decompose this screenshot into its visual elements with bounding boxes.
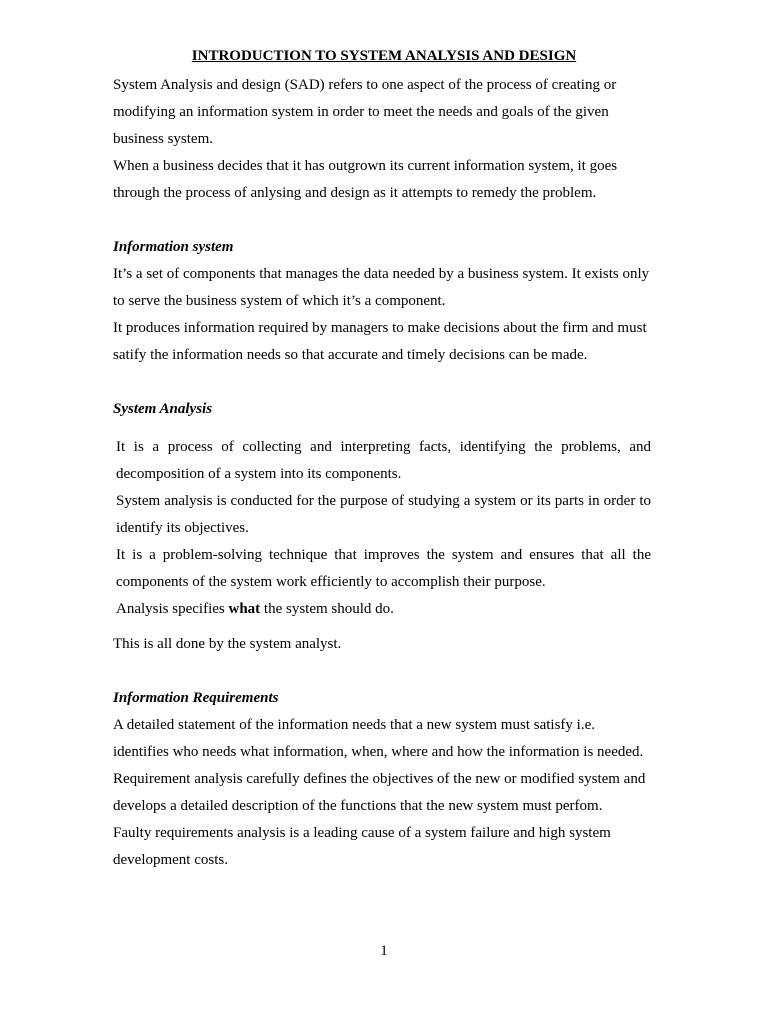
information-requirements-paragraph-3-line-1: Faulty requirements analysis is a leading cause of a system failure and high system: [113, 825, 611, 841]
system-analysis-paragraph-3: It is a problem-solving technique that improves the system and ensures that all the components of the system work efficiently to accomplish their purpose.: [116, 547, 651, 590]
information-requirements-paragraph-1-line-1: A detailed statement of the information needs that a new system must satisfy i.e.: [113, 717, 595, 733]
information-system-heading: Information system: [113, 239, 234, 255]
information-requirements-paragraph-1-line-2: identifies who needs what information, when, where and how the information is needed.: [113, 744, 644, 760]
information-system-section: [113, 234, 652, 369]
information-requirements-section: [113, 685, 652, 874]
information-requirements-paragraph-2-line-1: Requirement analysis carefully defines the objectives of the new or modified system and: [113, 771, 646, 787]
page-number: 1: [380, 943, 388, 959]
document-page: [113, 45, 652, 874]
system-analysis-paragraph-5: This is all done by the system analyst.: [113, 636, 342, 652]
information-system-paragraph-1-line-2: to serve the business system of which it’s a component.: [113, 293, 446, 309]
information-system-paragraph-2-line-1: It produces information required by managers to make decisions about the firm and must: [113, 320, 647, 336]
document-title: INTRODUCTION TO SYSTEM ANALYSIS AND DESIGN: [191, 48, 577, 64]
system-analysis-section: [113, 396, 652, 658]
system-analysis-what-emphasis: what: [228, 601, 261, 617]
information-system-paragraph-2-line-2: satify the information needs so that accurate and timely decisions can be made.: [113, 347, 588, 363]
system-analysis-paragraph-4-start: Analysis specifies: [116, 601, 229, 617]
information-requirements-paragraph-2-line-2: develops a detailed description of the functions that the new system must perfom.: [113, 798, 603, 814]
system-analysis-paragraph-4: [116, 596, 651, 623]
system-analysis-body: [113, 434, 651, 623]
intro-paragraph-1-line-2: modifying an information system in order to meet the needs and goals of the given: [113, 104, 609, 120]
system-analysis-paragraph-4-end: the system should do.: [260, 601, 394, 617]
information-requirements-heading: Information Requirements: [113, 690, 279, 706]
system-analysis-heading: System Analysis: [113, 401, 213, 417]
system-analysis-paragraph-2: System analysis is conducted for the purpose of studying a system or its parts in order to identify its objectives.: [116, 493, 651, 536]
intro-paragraph-1-line-1: System Analysis and design (SAD) refers to one aspect of the process of creating or: [113, 77, 617, 93]
system-analysis-paragraph-1: It is a process of collecting and interpreting facts, identifying the problems, and decomposition of a system into its components.: [116, 439, 651, 482]
intro-paragraph-2-line-1: When a business decides that it has outgrown its current information system, it goes: [113, 158, 618, 174]
information-requirements-paragraph-3-line-2: development costs.: [113, 852, 228, 868]
intro-paragraph-2-line-2: through the process of anlysing and design as it attempts to remedy the problem.: [113, 185, 597, 201]
intro-section: [113, 72, 652, 207]
information-system-paragraph-1-line-1: It’s a set of components that manages the data needed by a business system. It exists only: [113, 266, 650, 282]
intro-paragraph-1-line-3: business system.: [113, 131, 214, 147]
